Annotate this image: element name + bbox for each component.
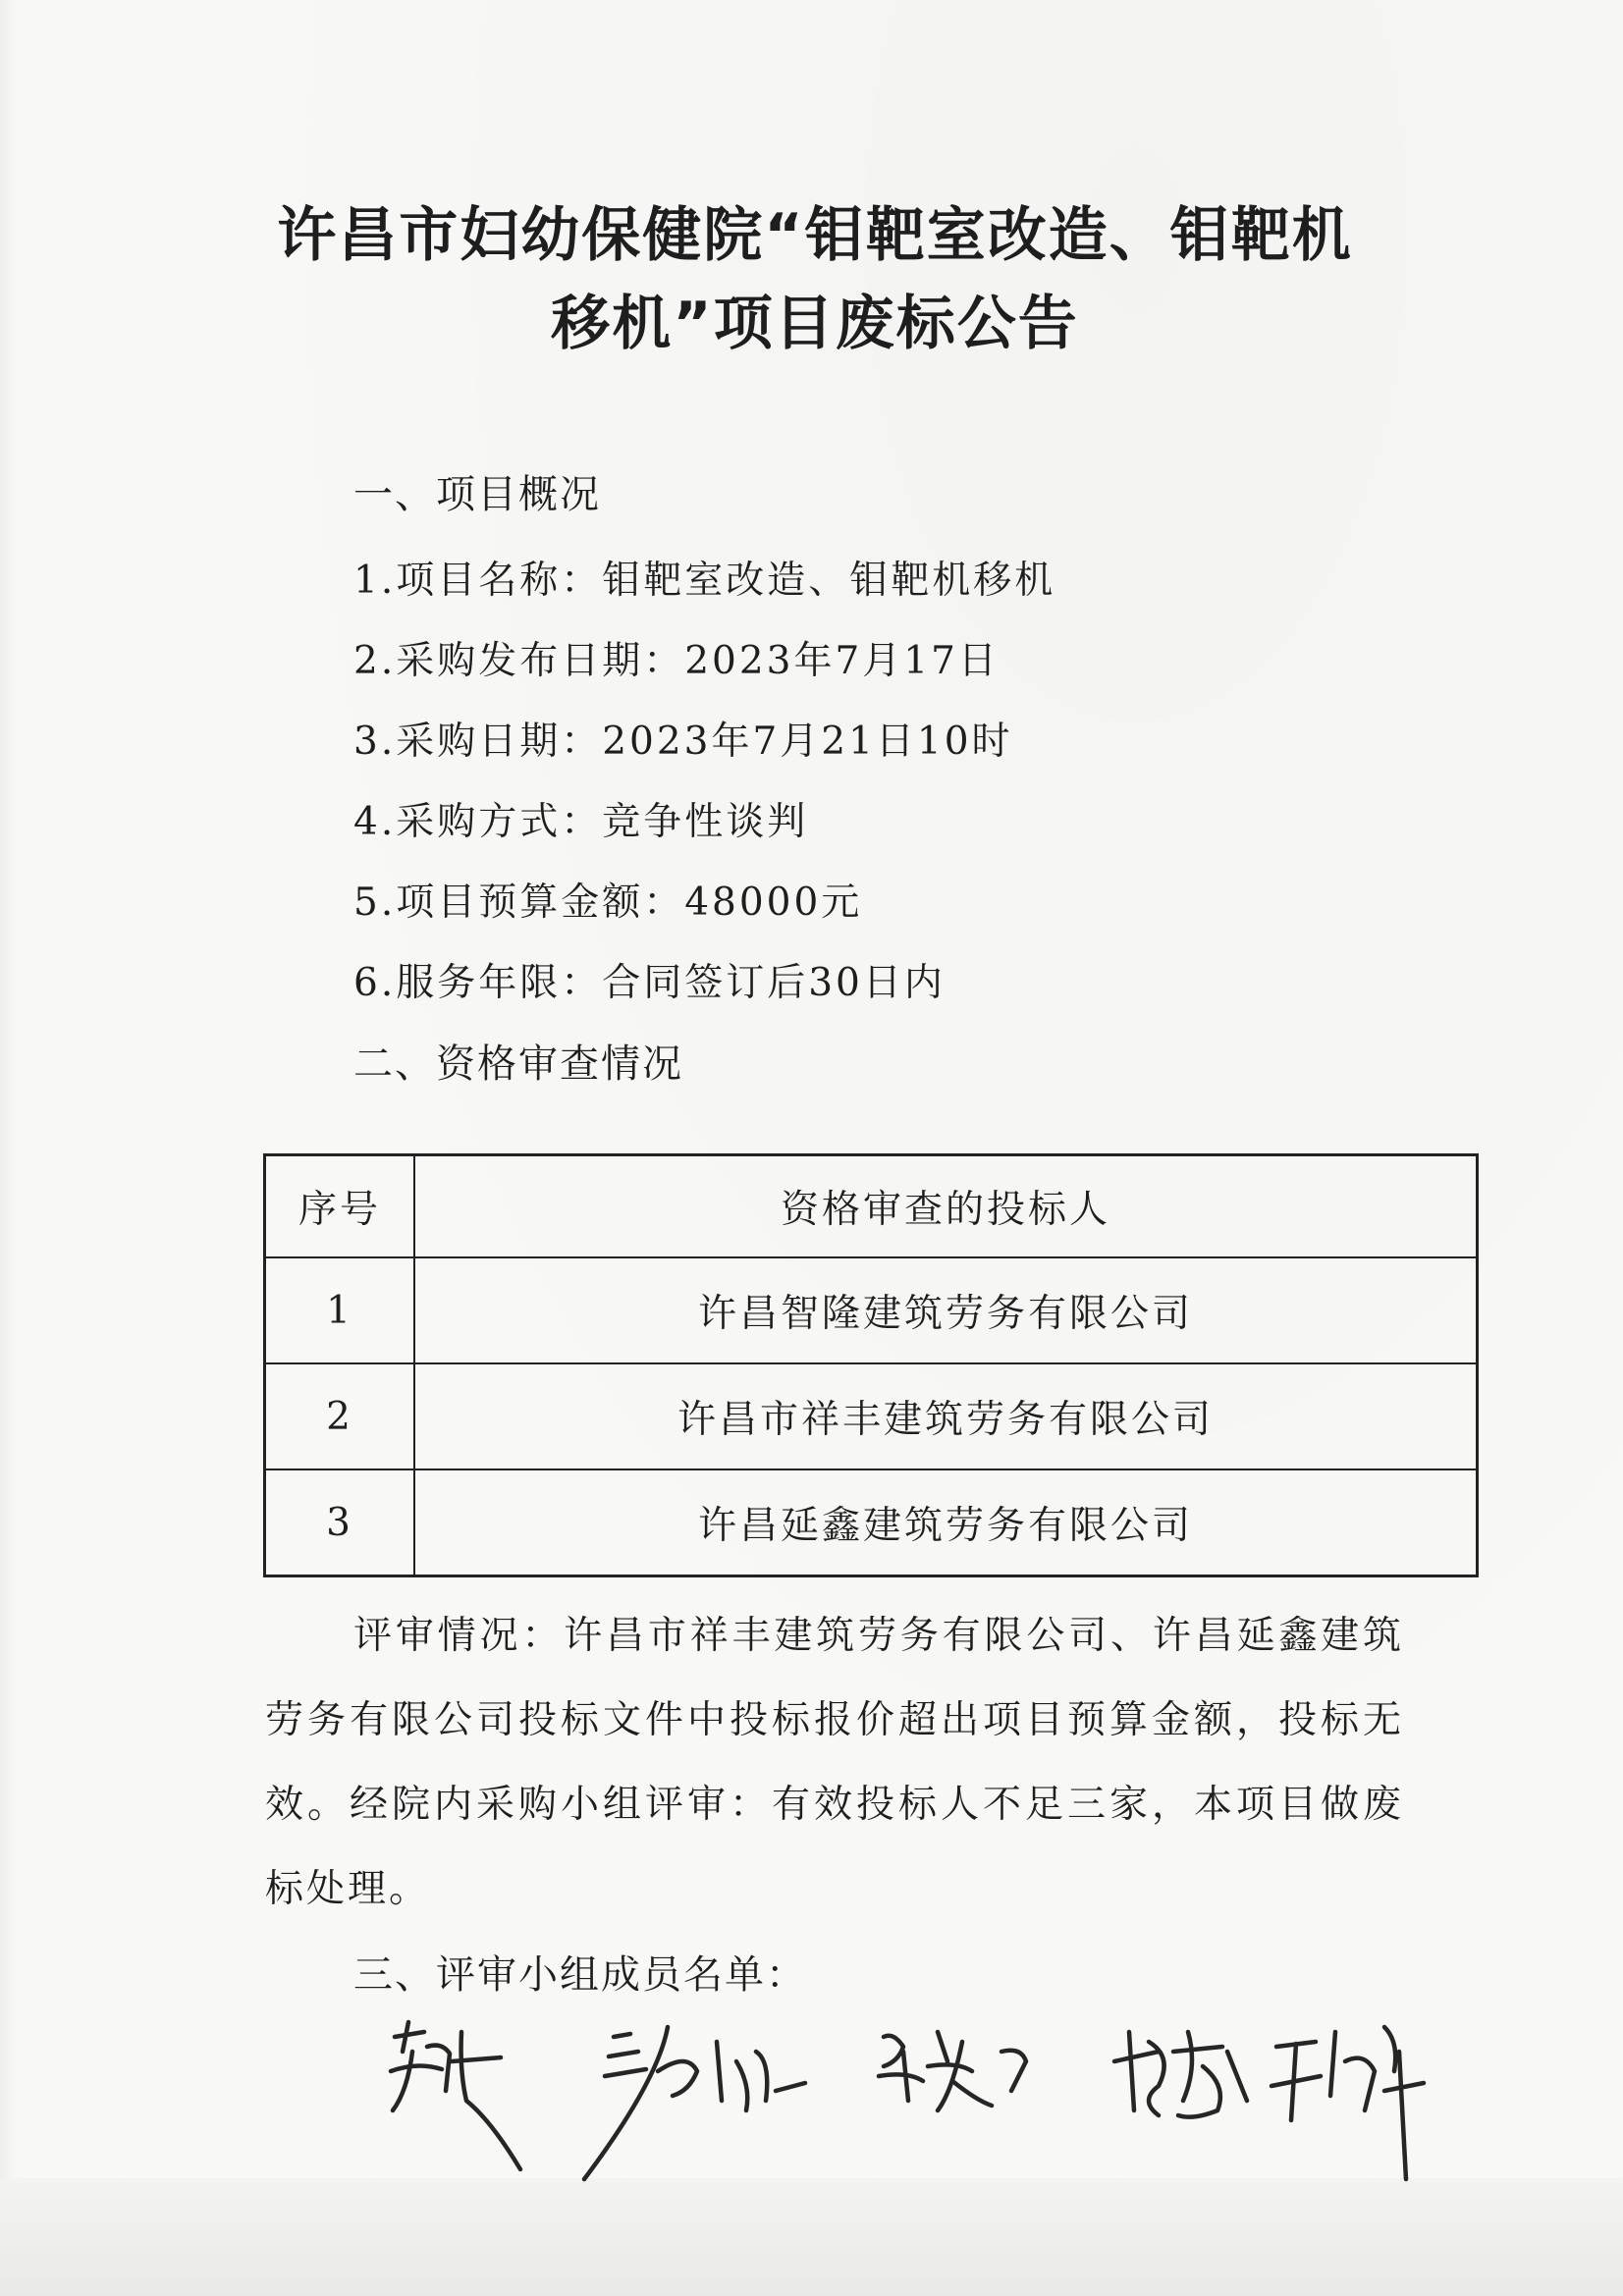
- table-row: [265, 1469, 1478, 1576]
- budget-line: 5.项目预算金额：48000元: [353, 881, 863, 925]
- review-paragraph: 评审情况：许昌市祥丰建筑劳务有限公司、许昌延鑫建筑劳务有限公司投标文件中投标报价超出项目预算金额，投标无效。经院内采购小组评审：有效投标人不足三家，本项目做废标处理。: [265, 1614, 1404, 1911]
- qualification-table: [263, 1153, 1479, 1577]
- row-bidder: 许昌延鑫建筑劳务有限公司: [414, 1469, 1478, 1576]
- signature-4: [1114, 2032, 1247, 2117]
- row-index: 2: [265, 1363, 415, 1469]
- header-bidder: 资格审查的投标人: [414, 1155, 1478, 1258]
- table-row: [265, 1363, 1478, 1469]
- publish-date-line: 2.采购发布日期：2023年7月17日: [353, 639, 1000, 683]
- table-row: [265, 1257, 1478, 1363]
- table-header-row: [265, 1155, 1478, 1258]
- signature-3: [879, 2032, 1026, 2110]
- section2-heading: 二、资格审查情况: [353, 1041, 683, 1087]
- signatures-drawing: [373, 1993, 1453, 2199]
- signature-2: [584, 2027, 805, 2179]
- row-bidder: 许昌市祥丰建筑劳务有限公司: [414, 1363, 1478, 1469]
- procurement-method-line: 4.采购方式：竞争性谈判: [353, 800, 809, 844]
- section3-heading: 三、评审小组成员名单：: [353, 1952, 807, 1998]
- row-index: 1: [265, 1257, 415, 1363]
- document-title-line2: 移机”项目废标公告: [551, 290, 1079, 358]
- document-title-line1: 许昌市妇幼保健院“钼靶室改造、钼靶机: [277, 201, 1353, 270]
- service-period-line: 6.服务年限：合同签订后30日内: [353, 961, 946, 1005]
- row-bidder: 许昌智隆建筑劳务有限公司: [414, 1257, 1478, 1363]
- row-index: 3: [265, 1469, 415, 1576]
- header-index: 序号: [265, 1155, 415, 1258]
- section1-heading: 一、项目概况: [353, 472, 601, 517]
- signature-5: [1271, 2027, 1424, 2179]
- signature-1: [391, 2022, 520, 2169]
- procurement-date-line: 3.采购日期：2023年7月21日10时: [353, 720, 1013, 764]
- project-name-line: 1.项目名称：钼靶室改造、钼靶机移机: [353, 559, 1056, 603]
